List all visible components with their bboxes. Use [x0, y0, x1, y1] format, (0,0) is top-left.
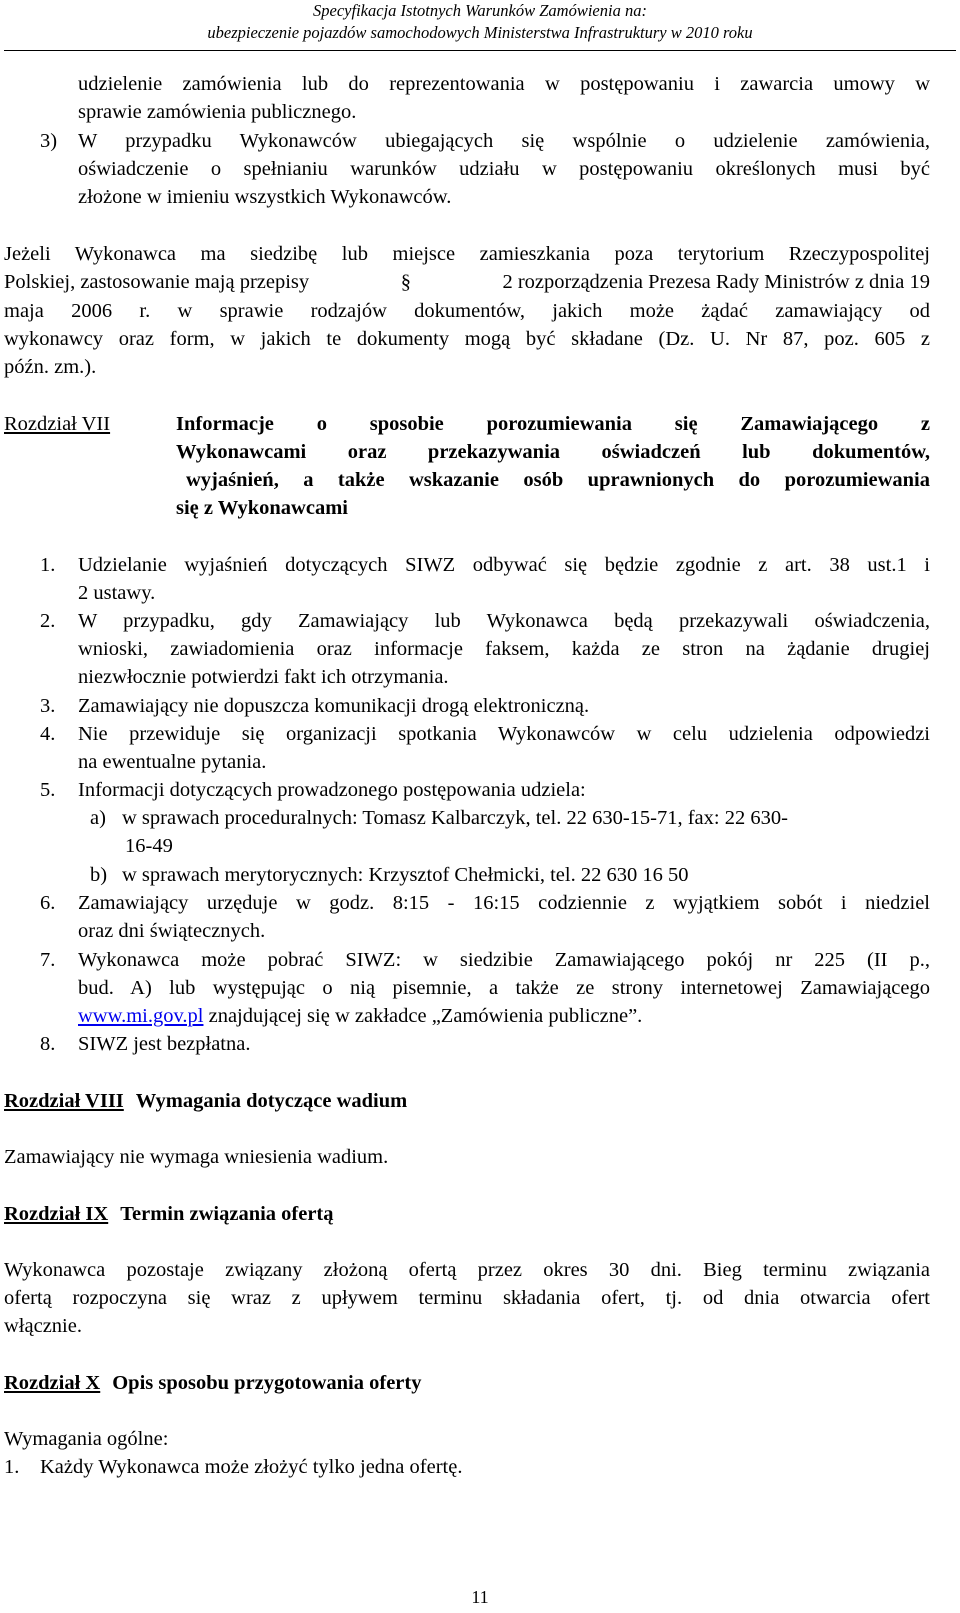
ch7-item-8-number: 8.	[40, 1033, 56, 1055]
foreign-paragraph-line-3: maja 2006 r. w sprawie rodzajów dokumentów, jakich może żądać zamawiający od	[4, 300, 930, 322]
ch7-item-5b-line-1: w sprawach merytorycznych: Krzysztof Chełmicki, tel. 22 630 16 50	[122, 864, 689, 886]
chapter-9-title: Termin związania ofertą	[120, 1203, 334, 1225]
foreign-paragraph-line-1: Jeżeli Wykonawca ma siedzibę lub miejsce zamieszkania poza terytorium Rzeczypospolitej	[4, 243, 930, 265]
chapter-7-title-line-2: Wykonawcami oraz przekazywania oświadczeń lub dokumentów,	[176, 441, 930, 463]
intro-item-3-line-1: W przypadku Wykonawców ubiegających się wspólnie o udzielenie zamówienia,	[78, 130, 930, 152]
ch7-item-8-line-1: SIWZ jest bezpłatna.	[78, 1033, 251, 1055]
ch10-item-1-number: 1.	[4, 1456, 20, 1478]
ch7-item-6-line-2: oraz dni świątecznych.	[78, 920, 266, 942]
chapter-8-title: Wymagania dotyczące wadium	[135, 1090, 408, 1112]
chapter-10-general-requirements: Wymagania ogólne:	[4, 1428, 169, 1450]
header-rule	[4, 50, 956, 51]
chapter-7-label: Rozdział VII	[4, 413, 111, 435]
ch7-item-5a-marker: a)	[90, 807, 106, 829]
ch7-item-5b-marker: b)	[90, 864, 108, 886]
ch7-item-7-line-3	[78, 1002, 930, 1031]
ch7-item-7-number: 7.	[40, 949, 56, 971]
foreign-line-2-start: Polskiej, zastosowanie mają przepisy	[4, 271, 310, 293]
intro-continuation-line-2: sprawie zamówienia publicznego.	[78, 101, 357, 123]
ch7-item-2-line-3: niezwłocznie potwierdzi fakt ich otrzymania.	[78, 666, 449, 688]
chapter-7-title-line-1: Informacje o sposobie porozumiewania się Zamawiającego z	[176, 413, 930, 435]
chapter-9-heading	[4, 1200, 930, 1229]
ch7-item-5-line-1: Informacji dotyczących prowadzonego postępowania udziela:	[78, 779, 586, 801]
ch7-item-3-number: 3.	[40, 695, 56, 717]
ch7-item-7-line-2: bud. A) lub występując o nią pisemnie, a także ze strony internetowej Zamawiającego	[78, 977, 930, 999]
ch7-item-5-number: 5.	[40, 779, 56, 801]
chapter-7-title-line-3: wyjaśnień, a także wskazanie osób uprawnionych do porozumiewania	[186, 469, 930, 491]
chapter-9-line-1: Wykonawca pozostaje związany złożoną ofertą przez okres 30 dni. Bieg terminu związania	[4, 1259, 930, 1281]
chapter-8-heading	[4, 1087, 930, 1116]
ch7-item-1-number: 1.	[40, 554, 56, 576]
ch7-item-2-number: 2.	[40, 610, 56, 632]
chapter-7-title-line-4: się z Wykonawcami	[176, 497, 348, 519]
intro-item-3-line-3: złożone w imieniu wszystkich Wykonawców.	[78, 186, 452, 208]
chapter-9-line-2: ofertą rozpoczyna się wraz z upływem terminu składania ofert, tj. od dnia otwarcia ofert	[4, 1287, 930, 1309]
ch7-item-5a-line-2: 16-49	[125, 835, 173, 857]
ch7-item-6-line-1: Zamawiający urzęduje w godz. 8:15 - 16:15 codziennie z wyjątkiem sobót i niedziel	[78, 892, 930, 914]
page-number: 11	[471, 1587, 489, 1607]
chapter-9-line-3: włącznie.	[4, 1315, 82, 1337]
ch7-item-4-number: 4.	[40, 723, 56, 745]
section-sign: §	[400, 271, 411, 293]
header-line-2: ubezpieczenie pojazdów samochodowych Ministerstwa Infrastruktury w 2010 roku	[207, 23, 753, 42]
foreign-paragraph-line-4: wykonawcy oraz form, w jakich te dokumenty mogą być składane (Dz. U. Nr 87, poz. 605 z	[4, 328, 930, 350]
header-line-1: Specyfikacja Istotnych Warunków Zamówienia na:	[313, 1, 647, 20]
ch7-item-6-number: 6.	[40, 892, 56, 914]
chapter-9-label: Rozdział IX	[4, 1203, 109, 1225]
foreign-line-2-end: 2 rozporządzenia Prezesa Rady Ministrów z dnia 19	[502, 271, 930, 293]
ch7-item-1-line-2: 2 ustawy.	[78, 582, 156, 604]
chapter-8-text: Zamawiający nie wymaga wniesienia wadium.	[4, 1146, 389, 1168]
ch7-item-5a-line-1: w sprawach proceduralnych: Tomasz Kalbarczyk, tel. 22 630-15-71, fax: 22 630-	[122, 807, 788, 829]
ch7-item-1-line-1: Udzielanie wyjaśnień dotyczących SIWZ odbywać się będzie zgodnie z art. 38 ust.1 i	[78, 554, 930, 576]
intro-item-3-number: 3)	[40, 130, 58, 152]
ch7-item-4-line-1: Nie przewiduje się organizacji spotkania Wykonawców w celu udzielenia odpowiedzi	[78, 723, 930, 745]
ch7-item-2-line-2: wnioski, zawiadomienia oraz informacje faksem, każda ze stron na żądanie drugiej	[78, 638, 930, 660]
chapter-8-label: Rozdział VIII	[4, 1090, 124, 1112]
chapter-10-title: Opis sposobu przygotowania oferty	[112, 1372, 422, 1394]
ch7-item-3-line-1: Zamawiający nie dopuszcza komunikacji drogą elektroniczną.	[78, 695, 590, 717]
chapter-10-label: Rozdział X	[4, 1372, 101, 1394]
foreign-paragraph-line-5: późn. zm.).	[4, 356, 97, 378]
intro-item-3-line-2: oświadczenie o spełnianiu warunków udziału w postępowaniu określonych musi być	[78, 158, 930, 180]
chapter-10-heading	[4, 1369, 930, 1398]
foreign-paragraph-line-2	[4, 268, 930, 297]
intro-continuation-line-1: udzielenie zamówienia lub do reprezentowania w postępowaniu i zawarcia umowy w	[78, 73, 930, 95]
ch10-item-1-line-1: Każdy Wykonawca może złożyć tylko jedna ofertę.	[40, 1456, 463, 1478]
ch7-item-7-line-3-rest: znajdującej się w zakładce „Zamówienia publiczne”.	[203, 1005, 643, 1027]
ch7-item-7-line-1: Wykonawca może pobrać SIWZ: w siedzibie Zamawiającego pokój nr 225 (II p.,	[78, 949, 930, 971]
ch7-item-4-line-2: na ewentualne pytania.	[78, 751, 267, 773]
ministry-website-link[interactable]: www.mi.gov.pl	[78, 1005, 204, 1027]
ch7-item-2-line-1: W przypadku, gdy Zamawiający lub Wykonawca będą przekazywali oświadczenia,	[78, 610, 930, 632]
